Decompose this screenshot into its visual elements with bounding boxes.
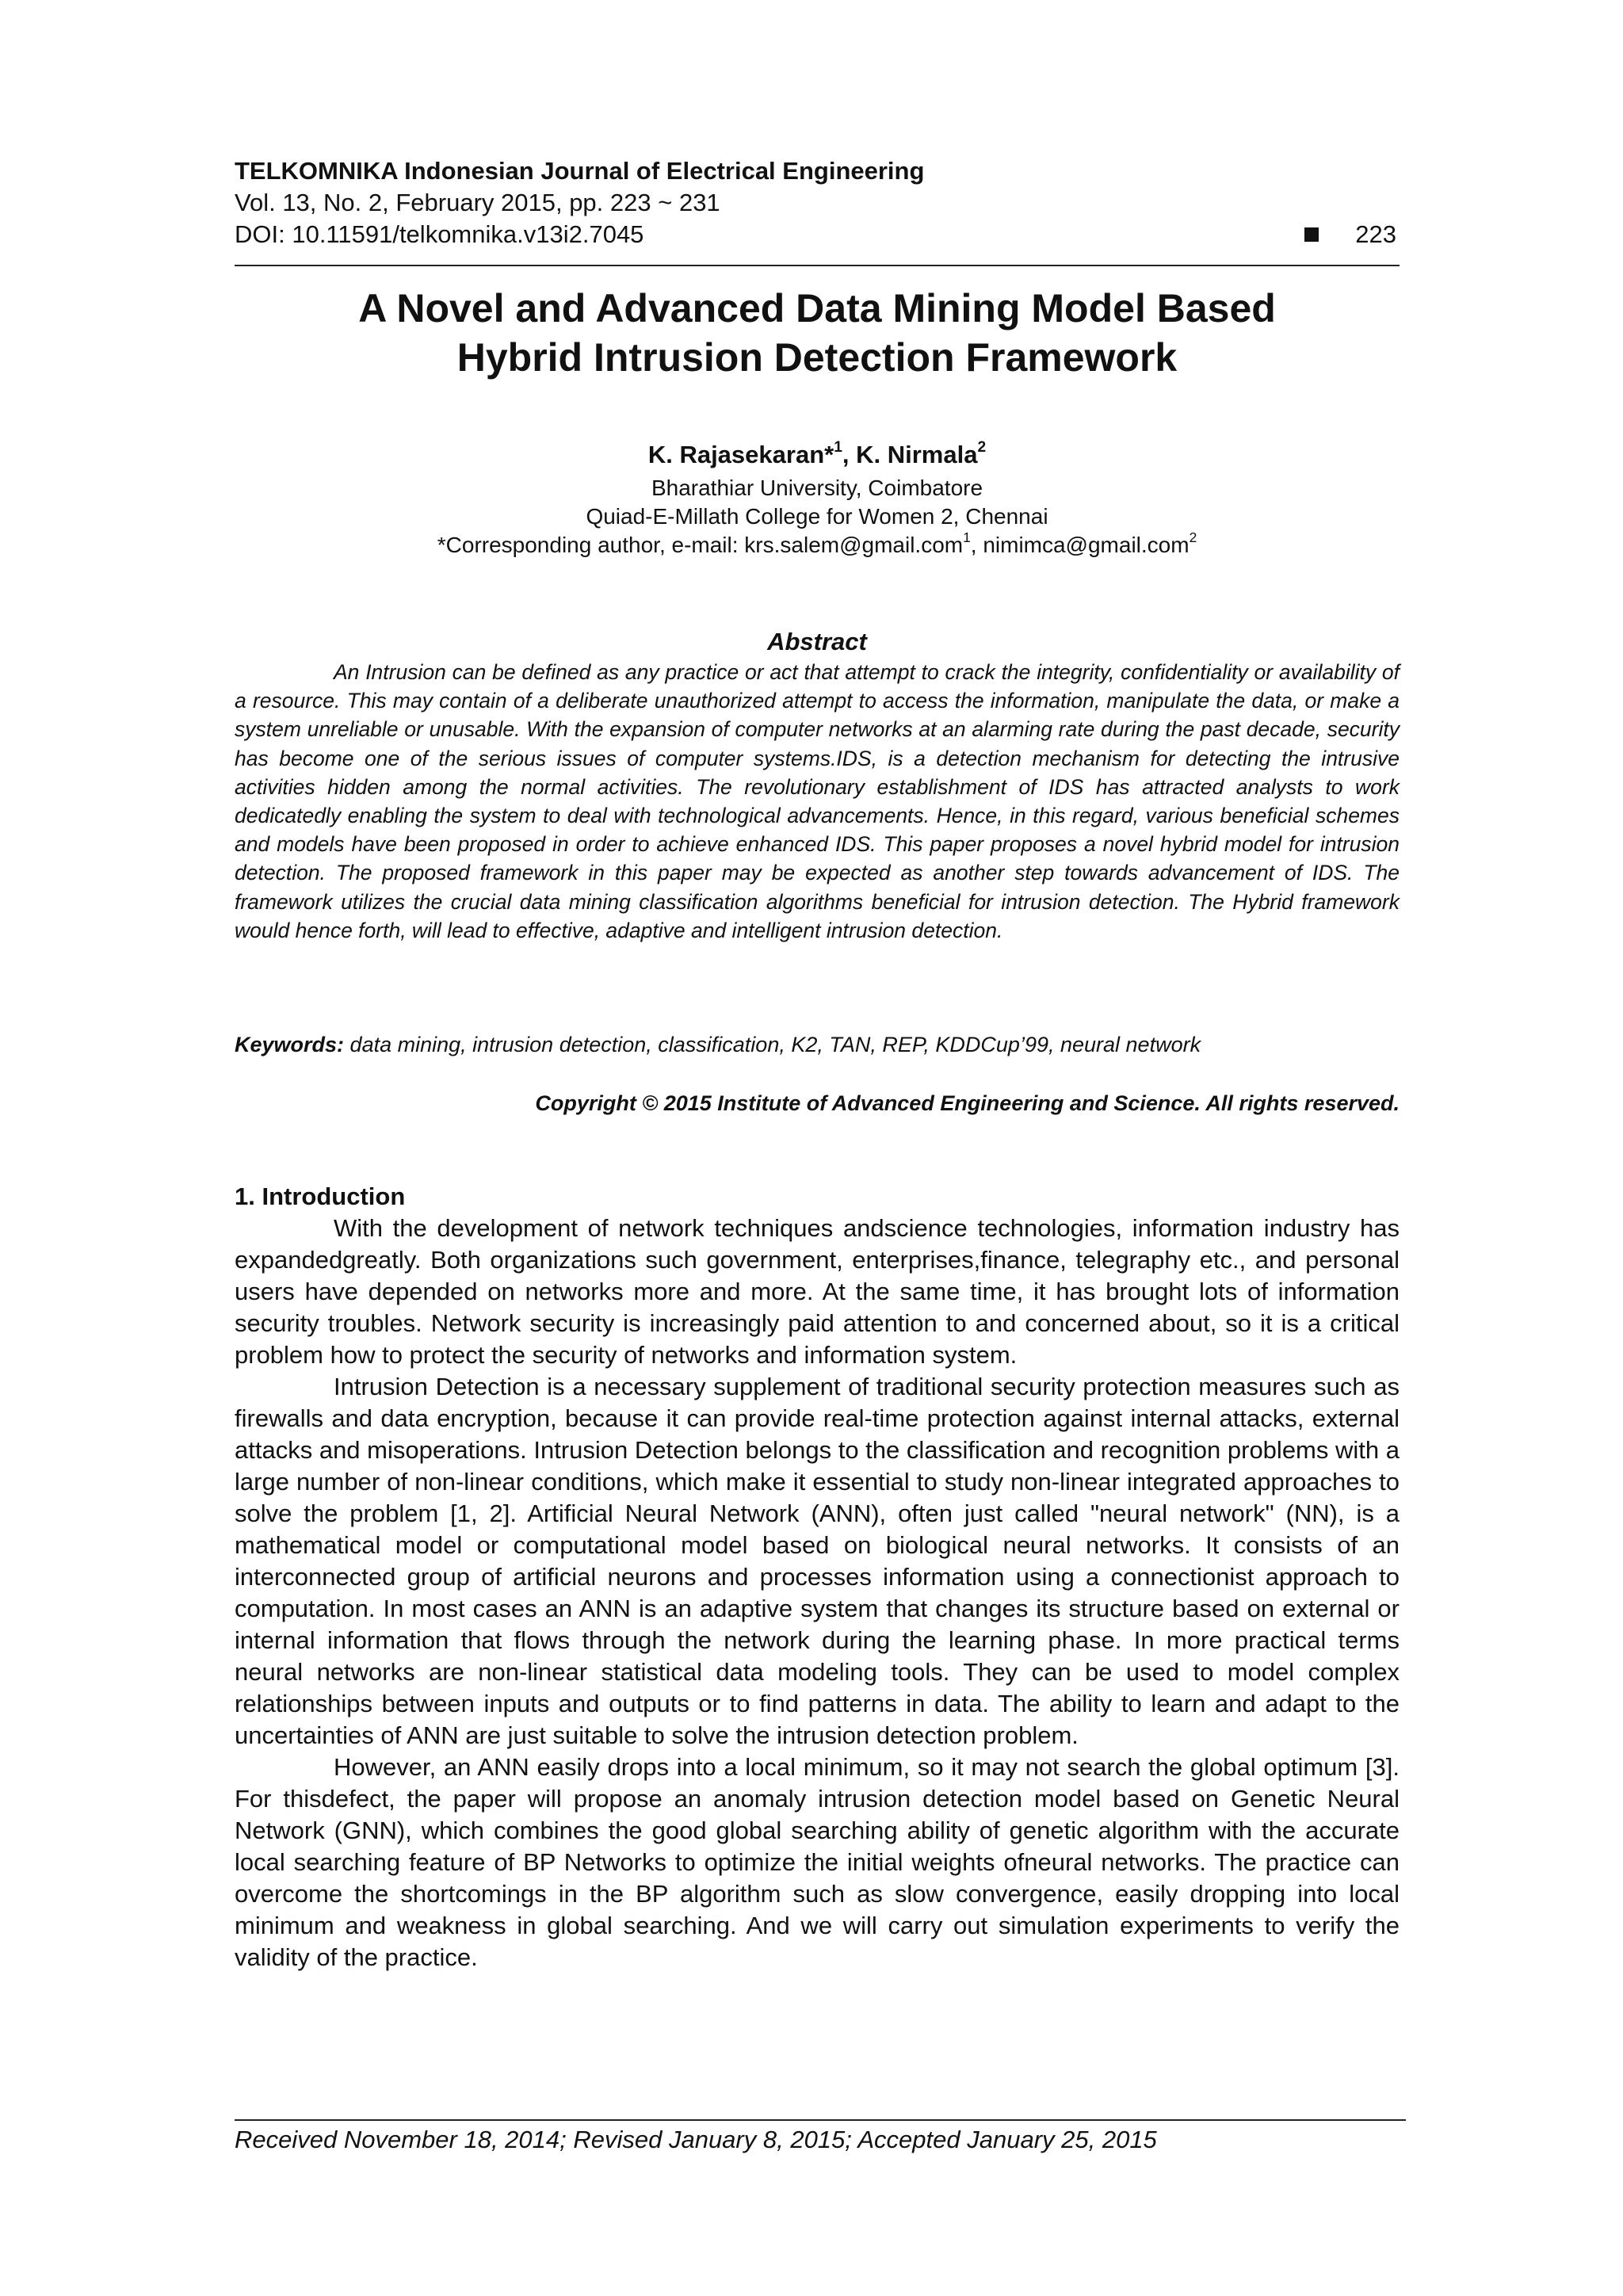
- intro-paragraph: However, an ANN easily drops into a local minimum, so it may not search the global optimum [3]. For thisdefect, the paper will propose an anomaly intrusion detection model based on Genetic Neural Network (GNN), which combines the good global searching ability of genetic algorithm with the accurate local searching feature of BP Networks to optimize the initial weights ofneural networks. The practice can overcome the shortcomings in the BP algorithm such as slow convergence, easily dropping into local minimum and weakness in global searching. And we will carry out simulation experiments to verify the validity of the practice.: [235, 1753, 1400, 1971]
- keywords-text: data mining, intrusion detection, classification, K2, TAN, REP, KDDCup’99, neural network: [344, 1033, 1201, 1056]
- affiliation-2: Quiad-E-Millath College for Women 2, Chennai: [586, 504, 1048, 529]
- received-dates: Received November 18, 2014; Revised January 8, 2015; Accepted January 25, 2015: [235, 2126, 1157, 2153]
- corresponding-mark-1: 1: [963, 529, 971, 546]
- footer-divider: [235, 2119, 1406, 2121]
- journal-doi: DOI: 10.11591/telkomnika.v13i2.7045: [235, 220, 644, 248]
- corresponding-mark-2: 2: [1189, 529, 1197, 546]
- intro-paragraph: Intrusion Detection is a necessary supplement of traditional security protection measures such as firewalls and data encryption, because it can provide real-time protection against internal attacks, external attacks and misoperations. Intrusion Detection belongs to the classification and recognition problems with a large number of non-linear conditions, which make it essential to study non-linear integrated approaches to solve the problem [1, 2]. Artificial Neural Network (ANN), often just called "neural network" (NN), is a mathematical model or computational model based on biological neural networks. It consists of an interconnected group of artificial neurons and processes information using a connectionist approach to computation. In most cases an ANN is an adaptive system that changes its structure based on external or internal information that flows through the network during the learning phase. In more practical terms neural networks are non-linear statistical data modeling tools. They can be used to model complex relationships between inputs and outputs or to find patterns in data. The ability to learn and adapt to the uncertainties of ANN are just suitable to solve the intrusion detection problem.: [235, 1373, 1400, 1749]
- paper-title: [235, 284, 1400, 382]
- author-1-affiliation-mark: 1: [834, 438, 842, 456]
- paper-title-line-1: A Novel and Advanced Data Mining Model Based: [358, 286, 1276, 330]
- paper-page: [235, 0, 1400, 2296]
- keywords: [235, 1030, 1400, 1059]
- abstract-text: An Intrusion can be defined as any practice or act that attempt to crack the integrity, confidentiality or availability of a resource. This may contain of a deliberate unauthorized attempt to access the information, manipulate the data, or make a system unreliable or unusable. With the expansion of computer networks at an alarming rate during the past decade, security has become one of the serious issues of computer systems.IDS, is a detection mechanism for detecting the intrusive activities hidden among the normal activities. The revolutionary establishment of IDS has attracted analysts to work dedicatedly enabling the system to deal with technological advancements. Hence, in this regard, various beneficial schemes and models have been proposed in order to achieve enhanced IDS. This paper proposes a novel hybrid model for intrusion detection. The proposed framework in this paper may be expected as another step towards advancement of IDS. The framework utilizes the crucial data mining classification algorithms beneficial for intrusion detection. The Hybrid framework would hence forth, will lead to effective, adaptive and intelligent intrusion detection.: [235, 660, 1400, 942]
- author-2-affiliation-mark: 2: [977, 438, 987, 456]
- introduction-body: [235, 1213, 1400, 1973]
- abstract-heading: Abstract: [767, 628, 867, 655]
- header-divider: [235, 265, 1400, 266]
- author-1-name: K. Rajasekaran*: [647, 441, 834, 468]
- corresponding-email-1: *Corresponding author, e-mail: krs.salem@gmail.com: [437, 533, 964, 557]
- intro-paragraph: With the development of network techniques andscience technologies, information industry has expandedgreatly. Both organizations such government, enterprises,finance, telegraphy etc., and personal users have depended on networks more and more. At the same time, it has brought lots of information security troubles. Network security is increasingly paid attention to and concerned about, so it is a critical problem how to protect the security of networks and information system.: [235, 1214, 1400, 1369]
- corresponding-email-2: , nimimca@gmail.com: [970, 533, 1190, 557]
- square-bullet-icon: [1304, 227, 1319, 242]
- page-number: 223: [1355, 220, 1396, 248]
- author-separator: ,: [842, 441, 857, 468]
- journal-doi-row: [235, 219, 1400, 250]
- journal-name: TELKOMNIKA Indonesian Journal of Electrical Engineering: [235, 157, 925, 185]
- section-heading-introduction: 1. Introduction: [235, 1182, 406, 1210]
- journal-header: [235, 155, 1400, 250]
- author-list: [235, 439, 1400, 471]
- copyright-notice: Copyright © 2015 Institute of Advanced Engineering and Science. All rights reserved.: [535, 1091, 1400, 1115]
- keywords-label: Keywords:: [235, 1033, 345, 1056]
- affiliation-1: Bharathiar University, Coimbatore: [651, 476, 983, 500]
- paper-title-line-2: Hybrid Intrusion Detection Framework: [456, 335, 1178, 380]
- corresponding-author: [235, 531, 1400, 560]
- journal-volume: Vol. 13, No. 2, February 2015, pp. 223 ~ 231: [235, 189, 720, 216]
- author-2-name: K. Nirmala: [856, 441, 978, 468]
